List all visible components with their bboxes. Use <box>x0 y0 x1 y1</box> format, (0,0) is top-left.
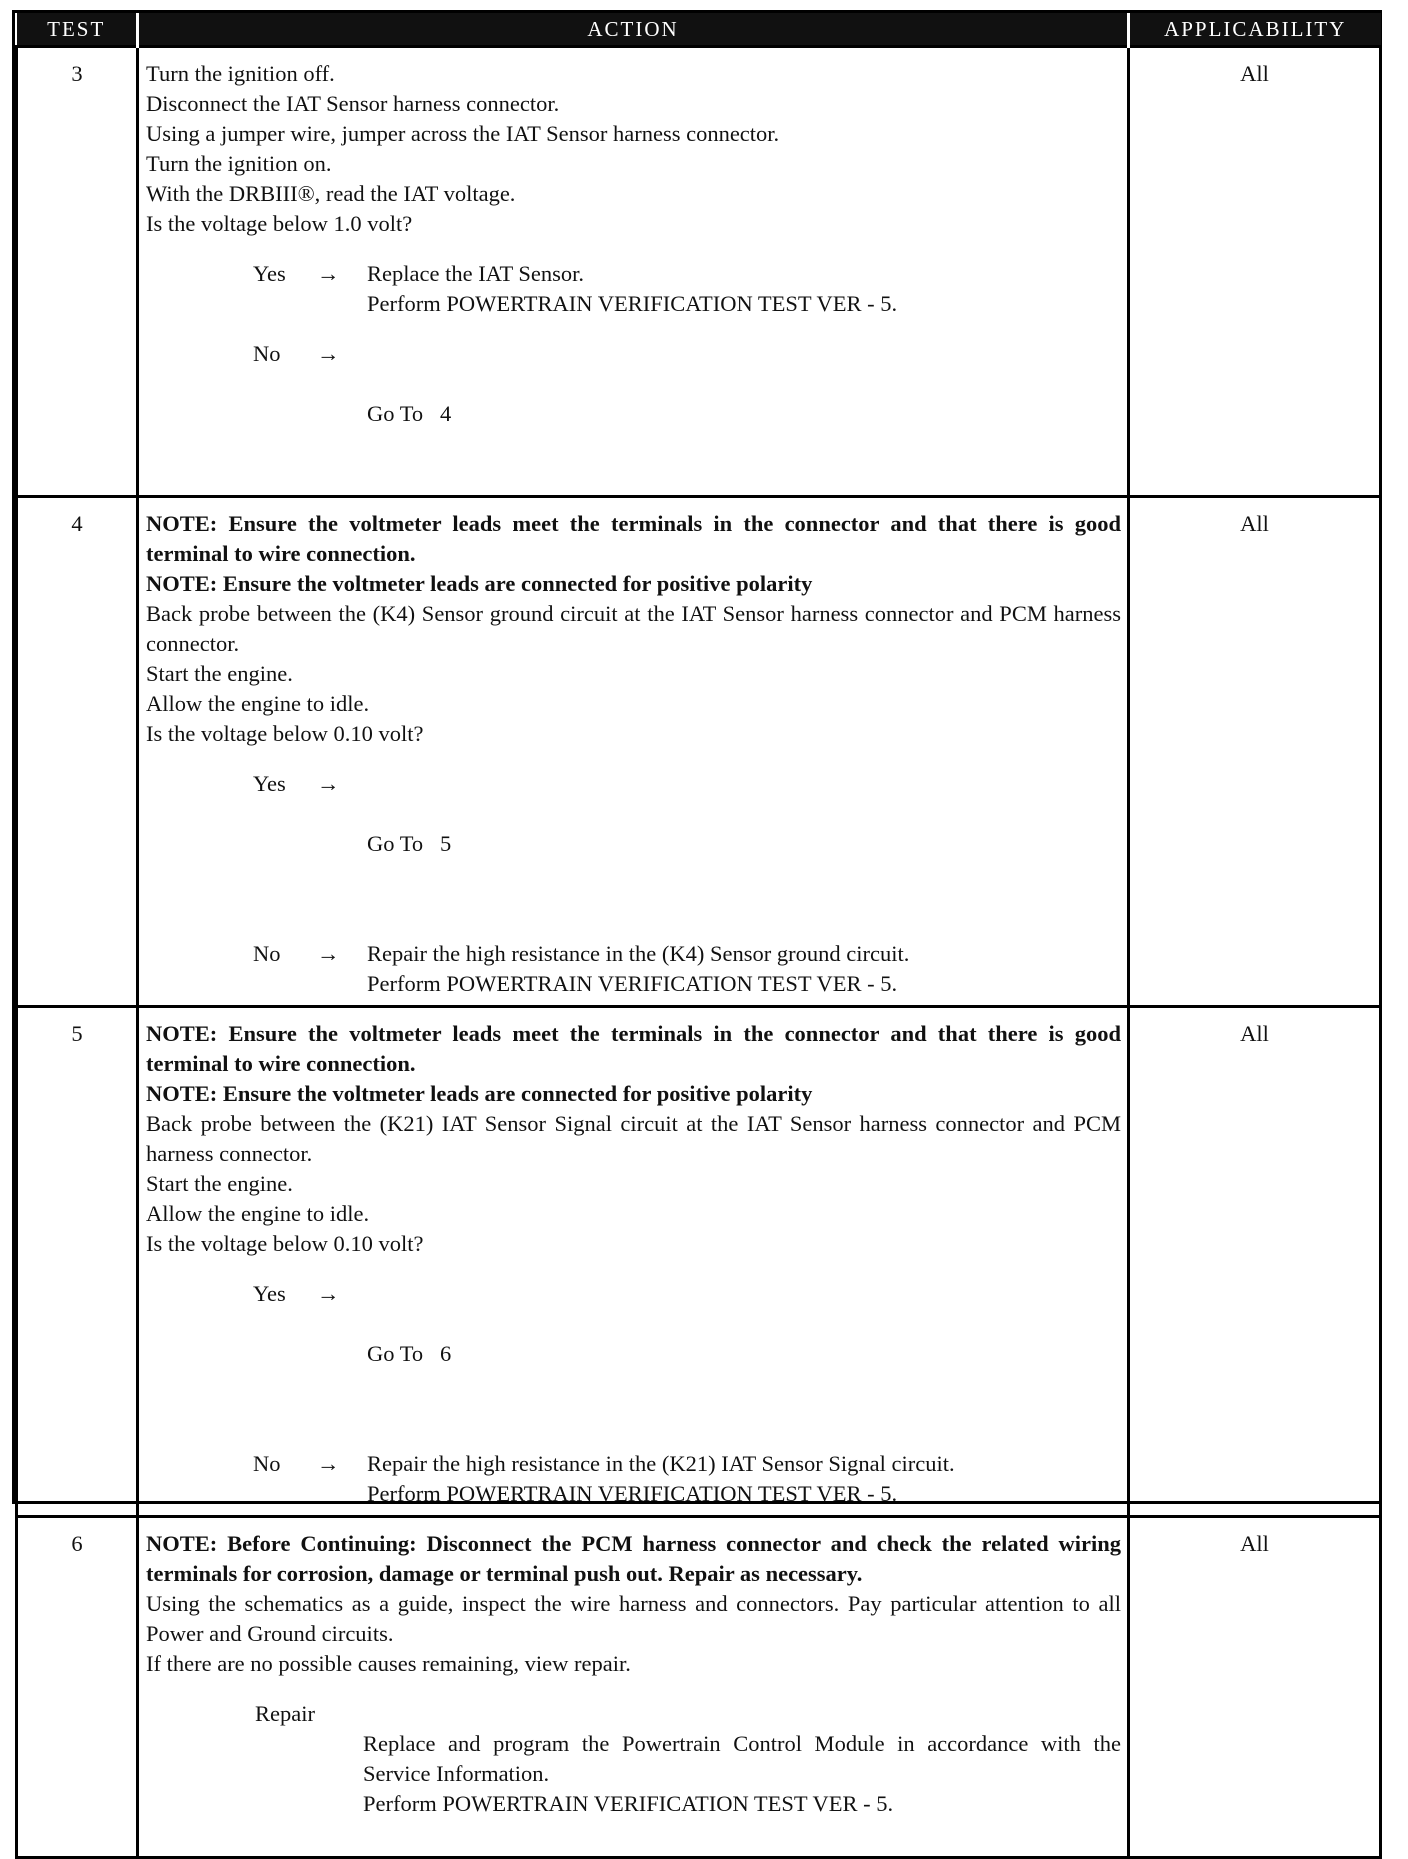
test-row-6 <box>17 1517 1381 1858</box>
no-label: No <box>253 341 281 366</box>
yes-label: Yes <box>253 771 286 796</box>
action-paragraph: Back probe between the (K21) IAT Sensor Signal circuit at the IAT Sensor harness connector and PCM harness connector. <box>146 1111 1121 1166</box>
yes-text: Replace the IAT Sensor. <box>367 261 585 286</box>
test-number: 6 <box>17 1517 138 1858</box>
test-number: 4 <box>17 497 138 1007</box>
yes-label: Yes <box>253 261 286 286</box>
note-text: NOTE: Ensure the voltmeter leads are connected for positive polarity <box>146 571 813 596</box>
no-result <box>146 339 1121 489</box>
action-line: Turn the ignition on. <box>146 151 332 176</box>
header-row <box>17 13 1381 47</box>
no-result <box>146 1449 1121 1509</box>
action-line: Start the engine. <box>146 661 293 686</box>
note-text: NOTE: Ensure the voltmeter leads meet the terminals in the connector and that there is good terminal to wire connection. <box>146 511 1121 566</box>
yes-text: Go To 5 <box>367 831 452 856</box>
action-line: Allow the engine to idle. <box>146 1201 370 1226</box>
test-row-5 <box>17 1007 1381 1517</box>
test-row-3 <box>17 47 1381 497</box>
no-label: No <box>253 1451 281 1476</box>
action-line: Turn the ignition off. <box>146 61 335 86</box>
action-line: Is the voltage below 0.10 volt? <box>146 1231 424 1256</box>
repair-section <box>146 1699 1121 1819</box>
action-line: Is the voltage below 0.10 volt? <box>146 721 424 746</box>
right-arrow-icon: → <box>317 1281 340 1306</box>
header-applicability: APPLICABILITY <box>1129 13 1381 47</box>
right-arrow-icon: → <box>317 341 340 366</box>
no-text: Perform POWERTRAIN VERIFICATION TEST VER - 5. <box>367 1481 898 1506</box>
applicability-value: All <box>1129 497 1381 1007</box>
action-cell <box>138 1007 1129 1517</box>
yes-label: Yes <box>253 1281 286 1306</box>
diagnostic-test-sheet <box>12 10 1382 1816</box>
right-arrow-icon: → <box>317 941 340 966</box>
test-number: 3 <box>17 47 138 497</box>
test-row-4 <box>17 497 1381 1007</box>
action-cell <box>138 497 1129 1007</box>
no-text: Perform POWERTRAIN VERIFICATION TEST VER - 5. <box>367 971 898 996</box>
header-action: ACTION <box>138 13 1129 47</box>
action-line: With the DRBIII®, read the IAT voltage. <box>146 181 516 206</box>
action-cell <box>138 47 1129 497</box>
note-text: NOTE: Before Continuing: Disconnect the PCM harness connector and check the related wiring terminals for corrosion, damage or terminal push out. Repair as necessary. <box>146 1531 1121 1586</box>
header-test: TEST <box>17 13 138 47</box>
no-text: Go To 4 <box>367 401 452 426</box>
applicability-value: All <box>1129 47 1381 497</box>
no-result <box>146 939 1121 999</box>
repair-text: Perform POWERTRAIN VERIFICATION TEST VER - 5. <box>363 1791 894 1816</box>
action-line: If there are no possible causes remaining, view repair. <box>146 1651 631 1676</box>
applicability-value: All <box>1129 1007 1381 1517</box>
repair-label: Repair <box>255 1701 315 1726</box>
no-text: Repair the high resistance in the (K21) IAT Sensor Signal circuit. <box>367 1451 955 1476</box>
repair-paragraph: Replace and program the Powertrain Control Module in accordance with the Service Information. <box>363 1731 1121 1786</box>
action-line: Start the engine. <box>146 1171 293 1196</box>
yes-text: Perform POWERTRAIN VERIFICATION TEST VER - 5. <box>367 291 898 316</box>
no-label: No <box>253 941 281 966</box>
right-arrow-icon: → <box>317 261 340 286</box>
yes-result <box>146 259 1121 319</box>
yes-result <box>146 769 1121 919</box>
diagnostic-table <box>15 13 1382 1859</box>
no-text: Repair the high resistance in the (K4) Sensor ground circuit. <box>367 941 910 966</box>
action-line: Allow the engine to idle. <box>146 691 370 716</box>
applicability-value: All <box>1129 1517 1381 1858</box>
action-line: Is the voltage below 1.0 volt? <box>146 211 413 236</box>
right-arrow-icon: → <box>317 771 340 796</box>
action-paragraph: Using the schematics as a guide, inspect the wire harness and connectors. Pay particular attention to all Power and Ground circuits. <box>146 1591 1121 1646</box>
note-text: NOTE: Ensure the voltmeter leads meet the terminals in the connector and that there is good terminal to wire connection. <box>146 1021 1121 1076</box>
note-text: NOTE: Ensure the voltmeter leads are connected for positive polarity <box>146 1081 813 1106</box>
yes-result <box>146 1279 1121 1429</box>
action-line: Using a jumper wire, jumper across the IAT Sensor harness connector. <box>146 121 780 146</box>
action-cell <box>138 1517 1129 1858</box>
right-arrow-icon: → <box>317 1451 340 1476</box>
test-number: 5 <box>17 1007 138 1517</box>
action-line: Disconnect the IAT Sensor harness connector. <box>146 91 560 116</box>
yes-text: Go To 6 <box>367 1341 452 1366</box>
action-paragraph: Back probe between the (K4) Sensor ground circuit at the IAT Sensor harness connector and PCM harness connector. <box>146 601 1121 656</box>
